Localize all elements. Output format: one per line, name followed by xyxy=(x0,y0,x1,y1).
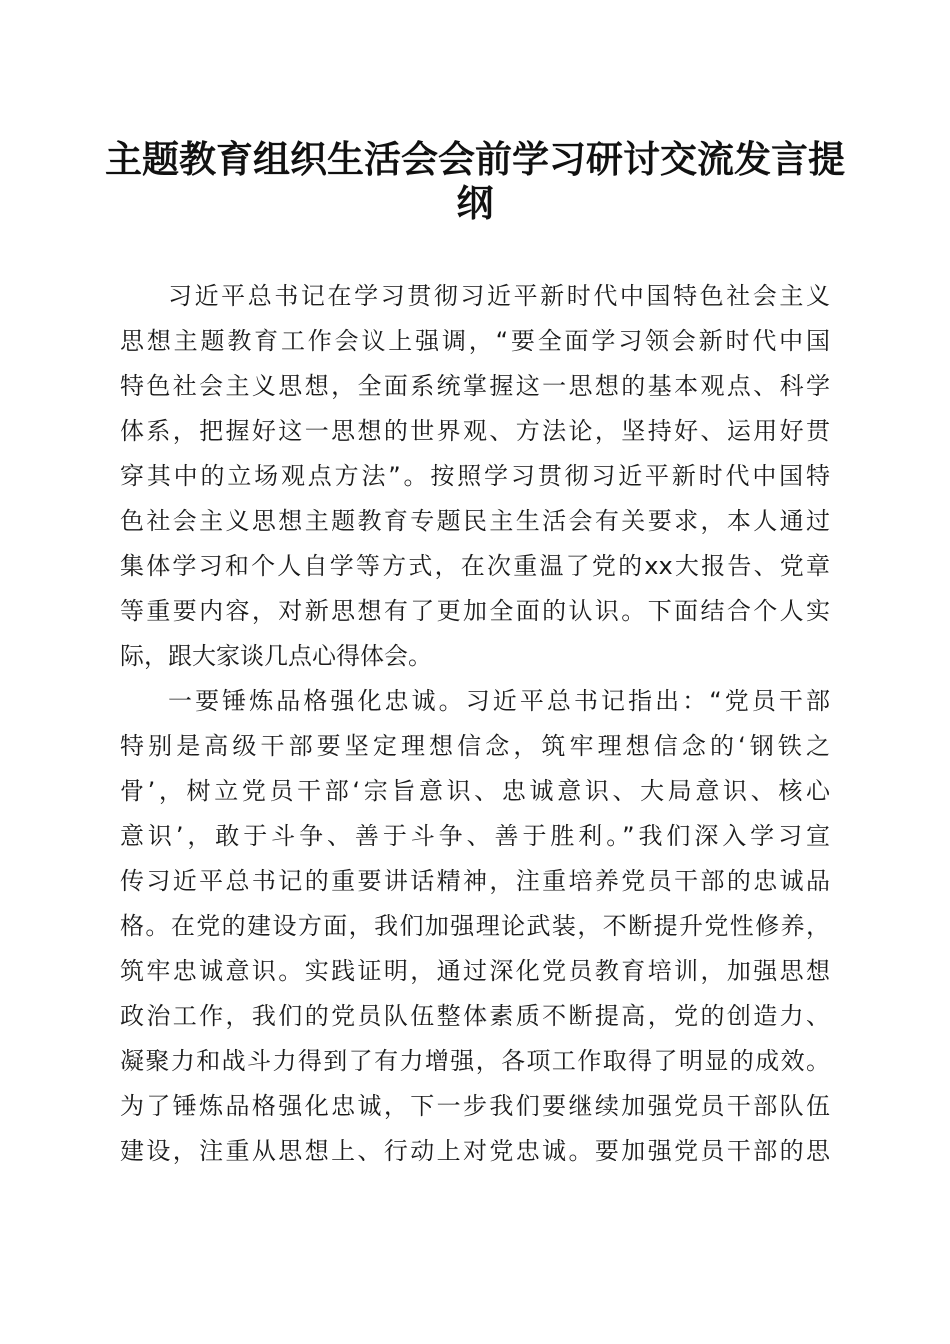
paragraph-1-line: 集体学习和个人自学等方式，在次重温了党的xx大报告、党章 xyxy=(120,552,830,580)
paragraph-2-line: 政治工作，我们的党员队伍整体素质不断提高，党的创造力、 xyxy=(120,1002,830,1030)
paragraph-2-line: 凝聚力和战斗力得到了有力增强，各项工作取得了明显的成效。 xyxy=(120,1047,830,1075)
document-title-line-1: 主题教育组织生活会会前学习研讨交流发言提 xyxy=(105,137,845,181)
paragraph-1-line: 际，跟大家谈几点心得体会。 xyxy=(120,642,432,670)
paragraph-1-line: 色社会主义思想主题教育专题民主生活会有关要求，本人通过 xyxy=(120,507,830,535)
paragraph-2-line: 特别是高级干部要坚定理想信念，筑牢理想信念的‘钢铁之 xyxy=(120,732,830,760)
paragraph-2-line: 为了锤炼品格强化忠诚，下一步我们要继续加强党员干部队伍 xyxy=(120,1092,830,1120)
paragraph-2-line: 一要锤炼品格强化忠诚。习近平总书记指出：“党员干部 xyxy=(168,687,830,715)
paragraph-1-line: 穿其中的立场观点方法”。按照学习贯彻习近平新时代中国特 xyxy=(120,462,830,490)
paragraph-1-line: 等重要内容，对新思想有了更加全面的认识。下面结合个人实 xyxy=(120,597,830,625)
paragraph-2-line: 传习近平总书记的重要讲话精神，注重培养党员干部的忠诚品 xyxy=(120,867,830,895)
paragraph-2-line: 骨’，树立党员干部‘宗旨意识、忠诚意识、大局意识、核心 xyxy=(120,777,830,805)
document-title-line-2: 纲 xyxy=(456,181,494,225)
paragraph-1-line: 习近平总书记在学习贯彻习近平新时代中国特色社会主义 xyxy=(168,282,830,310)
paragraph-1-line: 特色社会主义思想，全面系统掌握这一思想的基本观点、科学 xyxy=(120,372,830,400)
paragraph-1-line: 思想主题教育工作会议上强调，“要全面学习领会新时代中国 xyxy=(120,327,830,355)
paragraph-1-line: 体系，把握好这一思想的世界观、方法论，坚持好、运用好贯 xyxy=(120,417,830,445)
paragraph-2-line: 筑牢忠诚意识。实践证明，通过深化党员教育培训，加强思想 xyxy=(120,957,830,985)
paragraph-2-line: 意识’，敢于斗争、善于斗争、善于胜利。”我们深入学习宣 xyxy=(120,822,830,850)
paragraph-2-line: 建设，注重从思想上、行动上对党忠诚。要加强党员干部的思 xyxy=(120,1137,830,1165)
paragraph-2-line: 格。在党的建设方面，我们加强理论武装，不断提升党性修养， xyxy=(120,912,830,940)
